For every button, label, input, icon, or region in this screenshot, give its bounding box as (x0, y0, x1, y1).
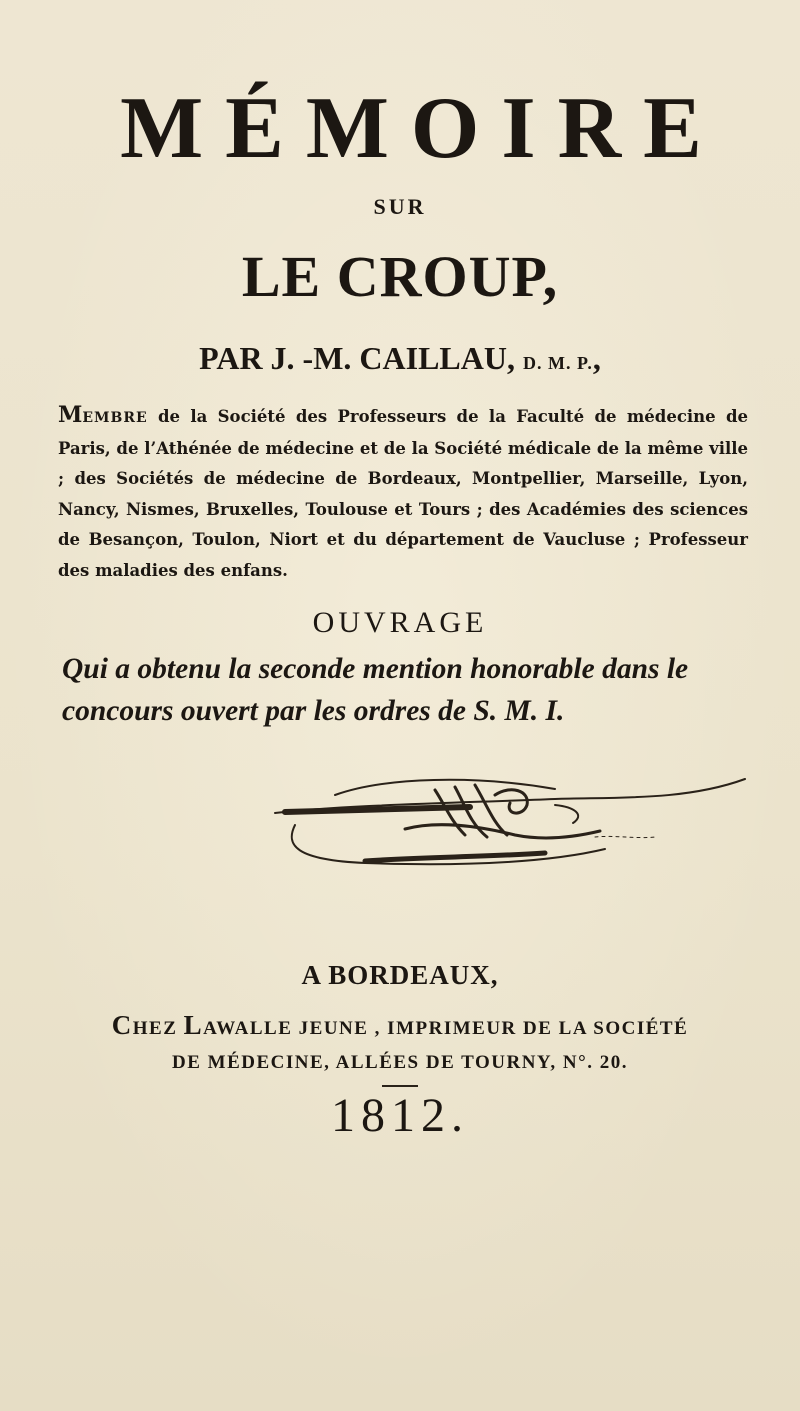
year-rule (382, 1085, 418, 1087)
distinction-text: Qui a obtenu la seconde mention honorable dans le concours ouvert par les ordres de S. M. I. (62, 653, 689, 727)
author-name: PAR J. -M. CAILLAU, (199, 340, 515, 376)
printer-imprint (0, 1008, 800, 1080)
ouvrage-heading: OUVRAGE (312, 606, 488, 639)
bio-initial: M (58, 402, 83, 428)
printer-chez: HEZ (132, 1018, 184, 1039)
sur-label: SUR (373, 194, 427, 219)
printer-initial-l: L (183, 1010, 204, 1040)
subject-title: LE CROUP, (241, 244, 559, 309)
main-title: MÉMOIRE (120, 80, 724, 177)
author-suffix: , (592, 340, 601, 376)
printer-line-1 (0, 1008, 800, 1046)
author-line (0, 340, 800, 377)
printer-line-2: DE MÉDECINE, ALLÉES DE TOURNY, N°. 20. (172, 1052, 628, 1073)
author-degree: D. M. P. (522, 353, 593, 373)
printer-initial-c: C (111, 1010, 133, 1040)
author-biography (58, 400, 748, 586)
bio-text: de la Société des Professeurs de la Faculté de médecine de Paris, de l’Athénée de médecine et de la Société médicale de la même ville ; des Sociétés de médecine de Bordeaux, Montpellier, Marseille, Lyon, Nancy, Nismes, Bruxelles, Toulouse et Tours ; des Académies des sciences de Besançon, Toulon, Niort et du département de Vaucluse ; Professeur des maladies des enfans. (58, 407, 748, 580)
printer-name: AWALLE JEUNE , IMPRIMEUR DE LA SOCIÉTÉ (203, 1018, 689, 1039)
publication-city: A BORDEAUX, (301, 960, 499, 990)
publication-year: 1812. (331, 1089, 469, 1142)
bio-first-word: EMBRE (82, 410, 148, 426)
printer-ornament-icon (255, 765, 750, 875)
